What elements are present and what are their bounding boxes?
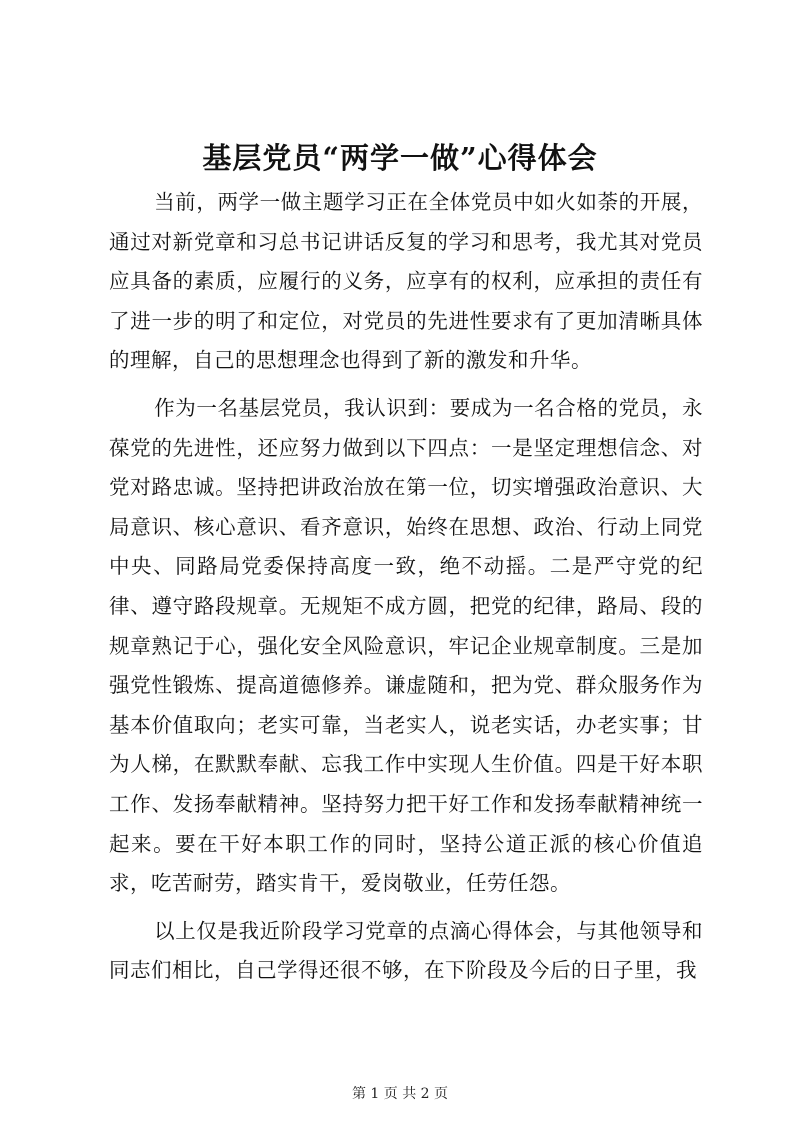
document-body (109, 183, 703, 999)
document-title: 基层党员“两学一做”心得体会 (202, 141, 598, 175)
paragraph-four-points: 作为一名基层党员，我认识到：要成为一名合格的党员，永葆党的先进性，还应努力做到以下四点：一是坚定理想信念、对党对路忠诚。坚持把讲政治放在第一位，切实增强政治意识、大局意识、核心意识、看齐意识，始终在思想、政治、行动上同党中央、同路局党委保持高度一致，绝不动摇。二是严守党的纪律、遵守路段规章。无规矩不成方圆，把党的纪律，路局、段的规章熟记于心，强化安全风险意识，牢记企业规章制度。三是加强党性锻炼、提高道德修养。谦虚随和，把为党、群众服务作为基本价值取向；老实可靠，当老实人，说老实话，办老实事；甘为人梯，在默默奉献、忘我工作中实现人生价值。四是干好本职工作、发扬奉献精神。坚持努力把干好工作和发扬奉献精神统一起来。要在干好本职工作的同时，坚持公道正派的核心价值追求，吃苦耐劳，踏实肯干，爱岗敬业，任劳任怨。 (109, 395, 703, 896)
page-number-footer: 第 1 页 共 2 页 (351, 1086, 449, 1102)
paragraph-intro: 当前，两学一做主题学习正在全体党员中如火如荼的开展，通过对新党章和习总书记讲话反复的学习和思考，我尤其对党员应具备的素质，应履行的义务，应享有的权利，应承担的责任有了进一步的明了和定位，对党员的先进性要求有了更加清晰具体的理解，自己的思想理念也得到了新的激发和升华。 (109, 190, 703, 373)
paragraph-conclusion: 以上仅是我近阶段学习党章的点滴心得体会，与其他领导和同志们相比，自己学得还很不够，在下阶段及今后的日子里，我 (109, 918, 703, 983)
